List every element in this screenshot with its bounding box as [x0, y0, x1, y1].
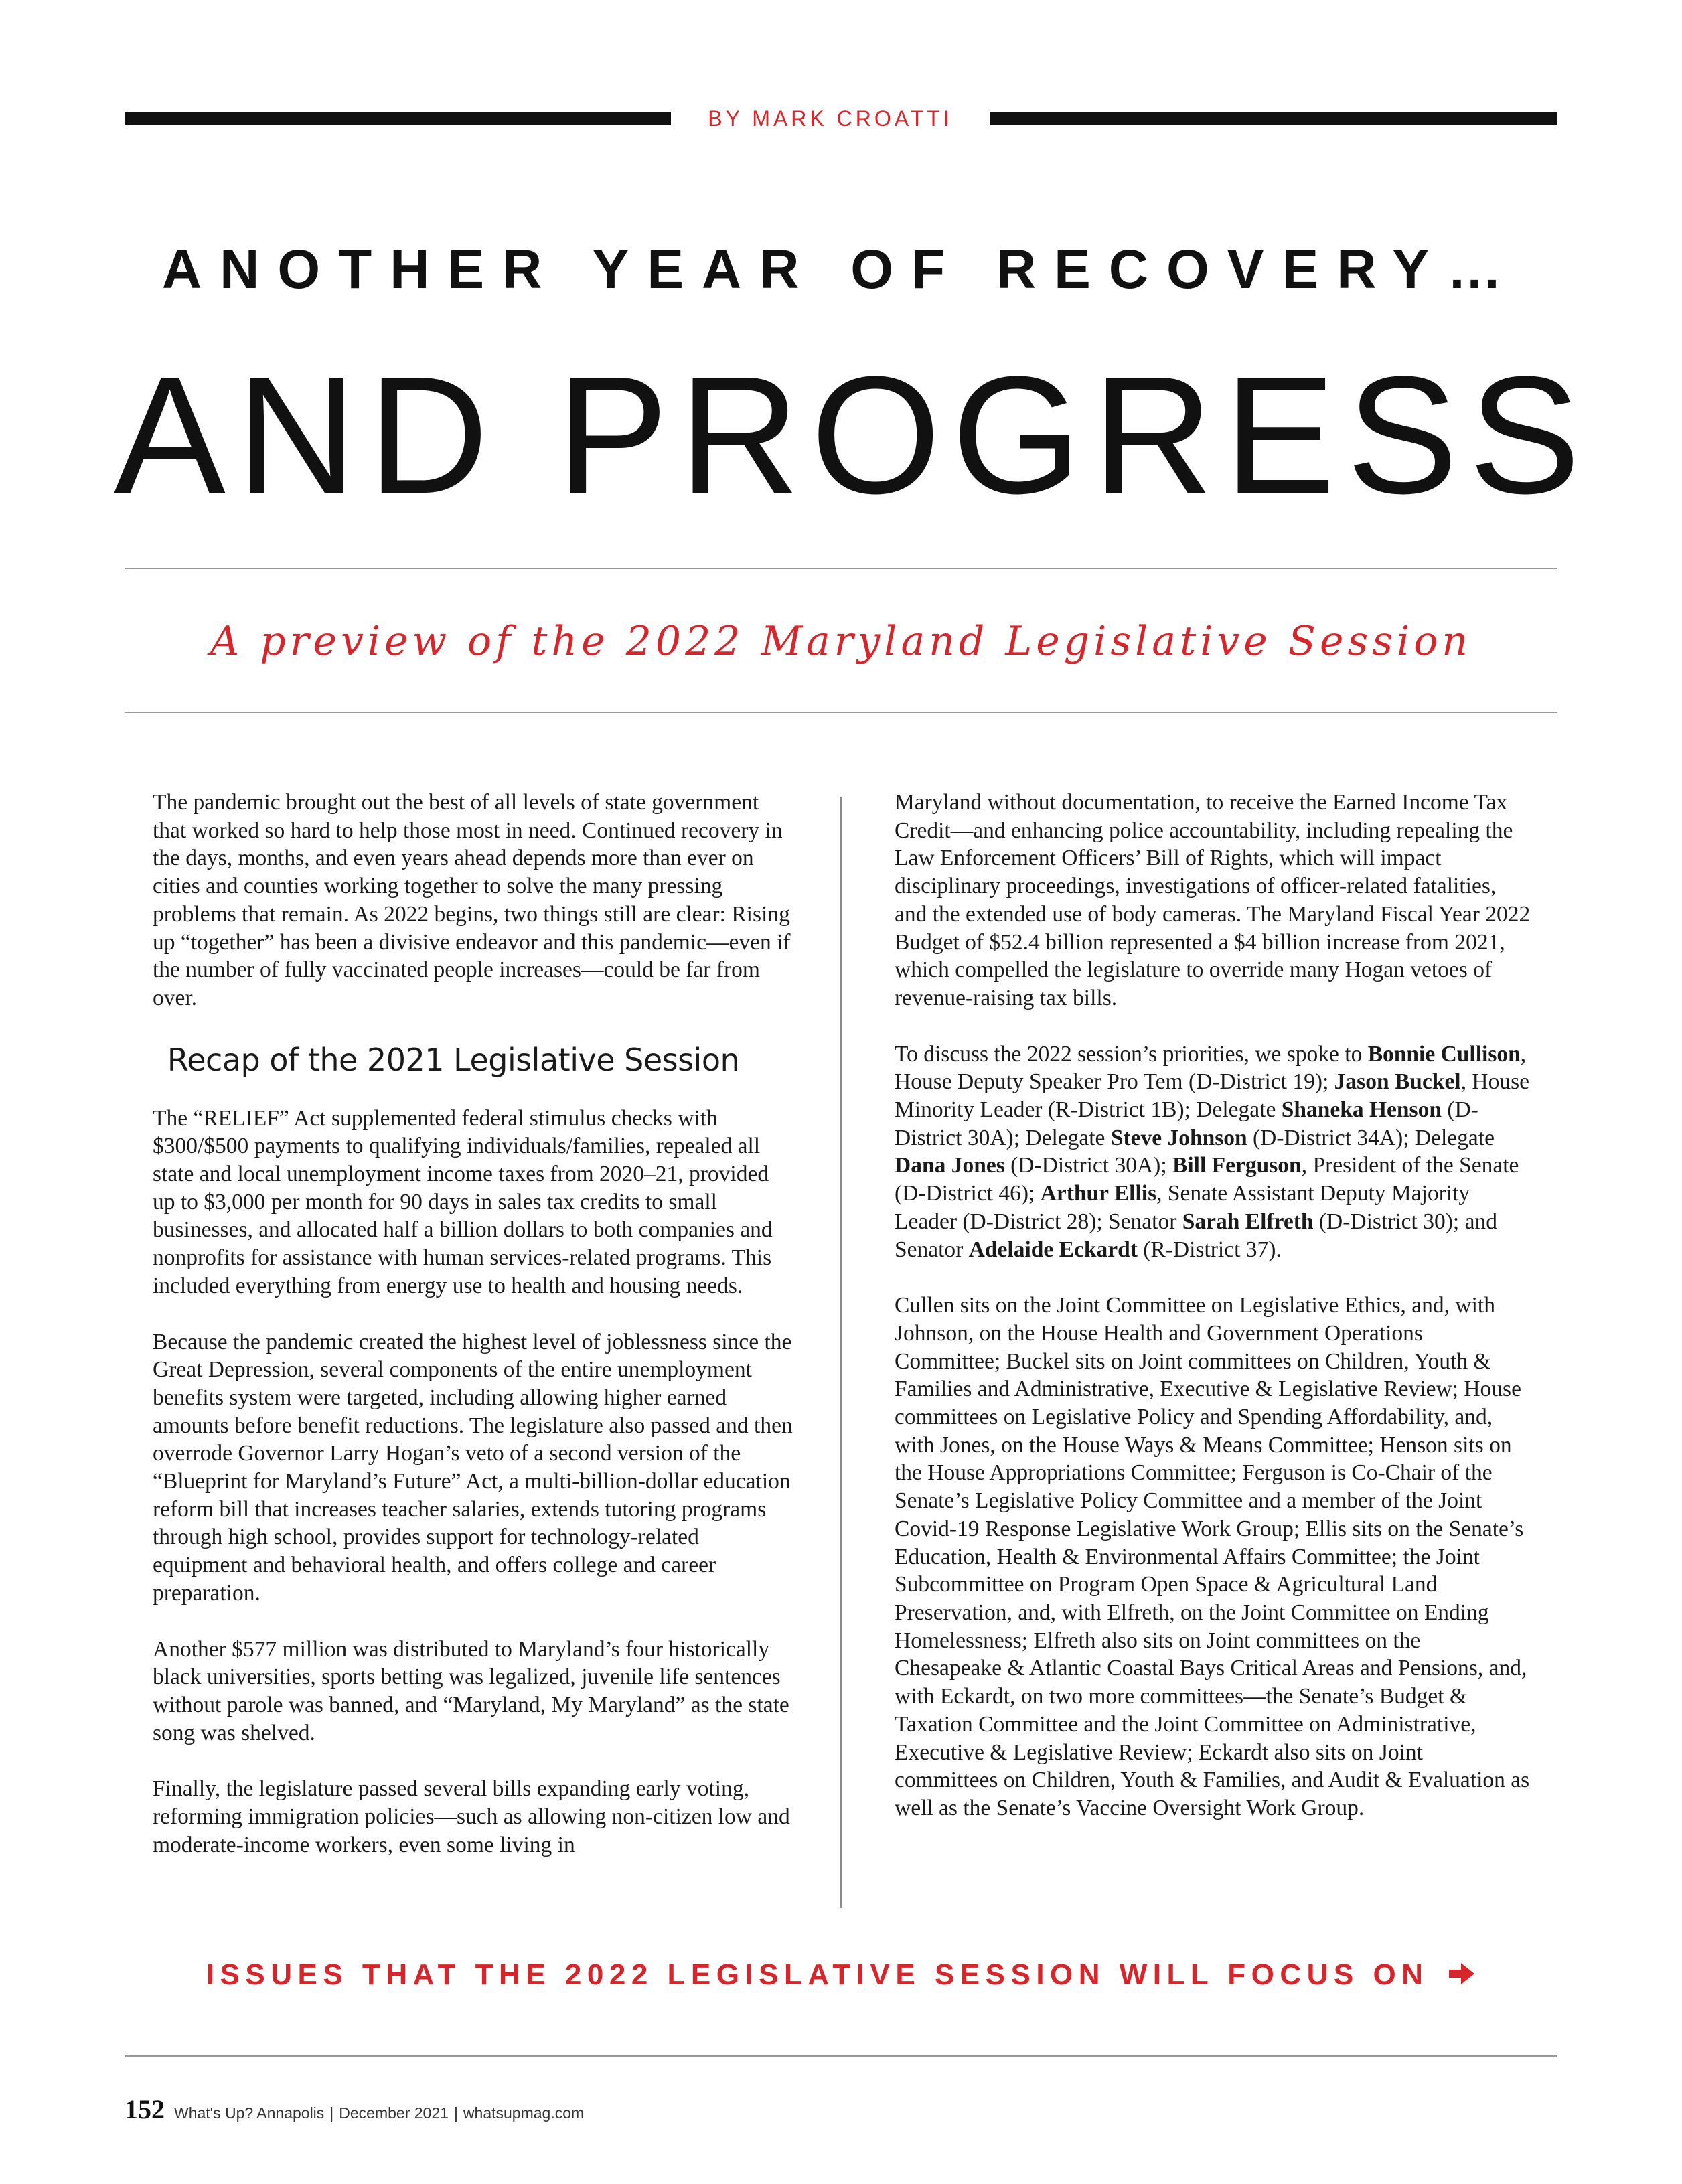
footer-separator: |	[329, 2104, 334, 2122]
byline-bar-left	[125, 112, 671, 125]
byline-row	[125, 106, 1557, 131]
focus-issues-link[interactable]	[125, 1955, 1557, 1997]
committees-paragraph: Cullen sits on the Joint Committee on Legislative Ethics, and, with Johnson, on the House Health and Government Operations Committee; Buckel sits on Joint committees on Children, Youth & Families and Administrative, Executive & Legislative Review; House committees on Legislative Policy and Spending Affordability, and, with Jones, on the House Ways & Means Committee; Henson sits on the House Appropriations Committee; Ferguson is Co-Chair of the Senate’s Legislative Policy Committee and a member of the Joint Covid-19 Response Legislative Work Group; Ellis sits on the Senate’s Education, Health & Environmental Affairs Committee; the Joint Subcommittee on Program Open Space & Agricultural Land Preservation, and, with Elfreth, on the Joint Committee on Ending Homelessness; Elfreth also sits on Joint committees on the Chesapeake & Atlantic Coastal Bays Critical Areas and Pensions, and, with Eckardt, on two more committees—the Senate’s Budget & Taxation Committee and the Joint Committee on Administrative, Executive & Legislative Review; Eckardt also sits on Joint committees on Children, Youth & Families, and Audit & Evaluation as well as the Senate’s Vaccine Oversight Work Group.	[895, 1293, 1530, 1820]
column-divider	[840, 797, 842, 1908]
byline-bar-right	[990, 112, 1557, 125]
footer-separator: |	[453, 2104, 458, 2122]
legislator-name: Bill Ferguson	[1172, 1153, 1302, 1178]
legislator-name: Shaneka Henson	[1281, 1097, 1442, 1123]
legislators-paragraph: To discuss the 2022 session’s priorities, we spoke to Bonnie Cullison, House Deputy Speaker Pro Tem (D-District 19); Jason Buckel, House Minority Leader (R-District 1B); Delegate Shaneka Henson (D-District 30A); Delegate Steve Johnson (D-District 34A); Delegate Dana Jones (D-District 30A); Bill Ferguson, President of the Senate (D-District 46); Arthur Ellis, Senate Assistant Deputy Majority Leader (D-District 28); Senator Sarah Elfreth (D-District 30); and Senator Adelaide Eckardt (R-District 37).	[895, 1041, 1529, 1262]
universities-paragraph: Another $577 million was distributed to Maryland’s four historically black universities, sports betting was legalized, juvenile life sentences without parole was banned, and “Maryland, My Maryland” as the state song was shelved.	[153, 1636, 789, 1745]
subtitle: A preview of the 2022 Maryland Legislative Session	[210, 618, 1472, 665]
budget-paragraph: Maryland without documentation, to receive the Earned Income Tax Credit—and enhancing police accountability, including repealing the Law Enforcement Officers’ Bill of Rights, which will impact disciplinary proceedings, investigations of officer-related fatalities, and the extended use of body cameras. The Maryland Fiscal Year 2022 Budget of $52.4 billion represented a $4 billion increase from 2021, which compelled the legislature to override many Hogan vetoes of revenue-raising tax bills.	[895, 790, 1531, 1010]
website-link[interactable]: whatsupmag.com	[463, 2104, 585, 2122]
legislator-name: Sarah Elfreth	[1182, 1208, 1314, 1234]
legislator-name: Bonnie Cullison	[1367, 1041, 1521, 1067]
issue-date: December 2021	[339, 2104, 449, 2122]
relief-act-paragraph: The “RELIEF” Act supplemented federal stimulus checks with $300/$500 payments to qualifying individuals/families, repealed all state and local unemployment income taxes from 2020–21, provided up to $3,000 per month for 90 days in sales tax credits to small businesses, and allocated half a billion dollars to both companies and nonprofits for assistance with human services-related programs. This included everything from energy use to health and housing needs.	[153, 1105, 773, 1298]
divider-top	[125, 568, 1557, 569]
unemployment-paragraph: Because the pandemic created the highest level of joblessness since the Great Depression, several components of the entire unemployment benefits system were targeted, including allowing higher earned amounts before benefit reductions. The legislature also passed and then overrode Governor Larry Hogan’s veto of a second version of the “Blueprint for Maryland’s Future” Act, a multi-billion-dollar education reform bill that increases teacher salaries, extends tutoring programs through high school, provides support for technology-related equipment and behavioral health, and offers college and career preparation.	[153, 1329, 793, 1606]
left-column	[153, 789, 794, 1887]
legislator-name: Dana Jones	[895, 1153, 1005, 1178]
page-number: 152	[125, 2094, 165, 2124]
section-heading: Recap of the 2021 Legislative Session	[167, 1041, 740, 1078]
right-column	[895, 789, 1531, 1851]
focus-issues-label: ISSUES THAT THE 2022 LEGISLATIVE SESSION WILL FOCUS ON	[206, 1958, 1429, 1991]
divider-subtitle	[125, 712, 1557, 713]
divider-bottom	[125, 2055, 1557, 2057]
byline: BY MARK CROATTI	[708, 106, 953, 131]
legislator-name: Steve Johnson	[1110, 1125, 1247, 1150]
arrow-right-icon	[1449, 1956, 1476, 1997]
intro-paragraph: The pandemic brought out the best of all levels of state government that worked so hard to help those most in need. Continued recovery in the days, months, and even years ahead depends more than ever on cities and counties working together to solve the many pressing problems that remain. As 2022 begins, two things still are clear: Rising up “together” has been a divisive endeavor and this pandemic—even if the number of fully vaccinated people increases—could be far from over.	[153, 790, 791, 1010]
legislator-name: Jason Buckel	[1334, 1069, 1461, 1095]
page-footer	[125, 2094, 928, 2127]
legislator-name: Arthur Ellis	[1040, 1181, 1157, 1206]
kicker-headline: ANOTHER YEAR OF RECOVERY…	[161, 239, 1521, 300]
publication-name: What's Up? Annapolis	[174, 2104, 325, 2122]
page-title: AND PROGRESS	[114, 341, 1592, 528]
legislature-bills-paragraph: Finally, the legislature passed several bills expanding early voting, reforming immigration policies—such as allowing non-citizen low and moderate-income workers, even some living in	[153, 1776, 790, 1857]
legislator-name: Adelaide Eckardt	[968, 1237, 1138, 1262]
